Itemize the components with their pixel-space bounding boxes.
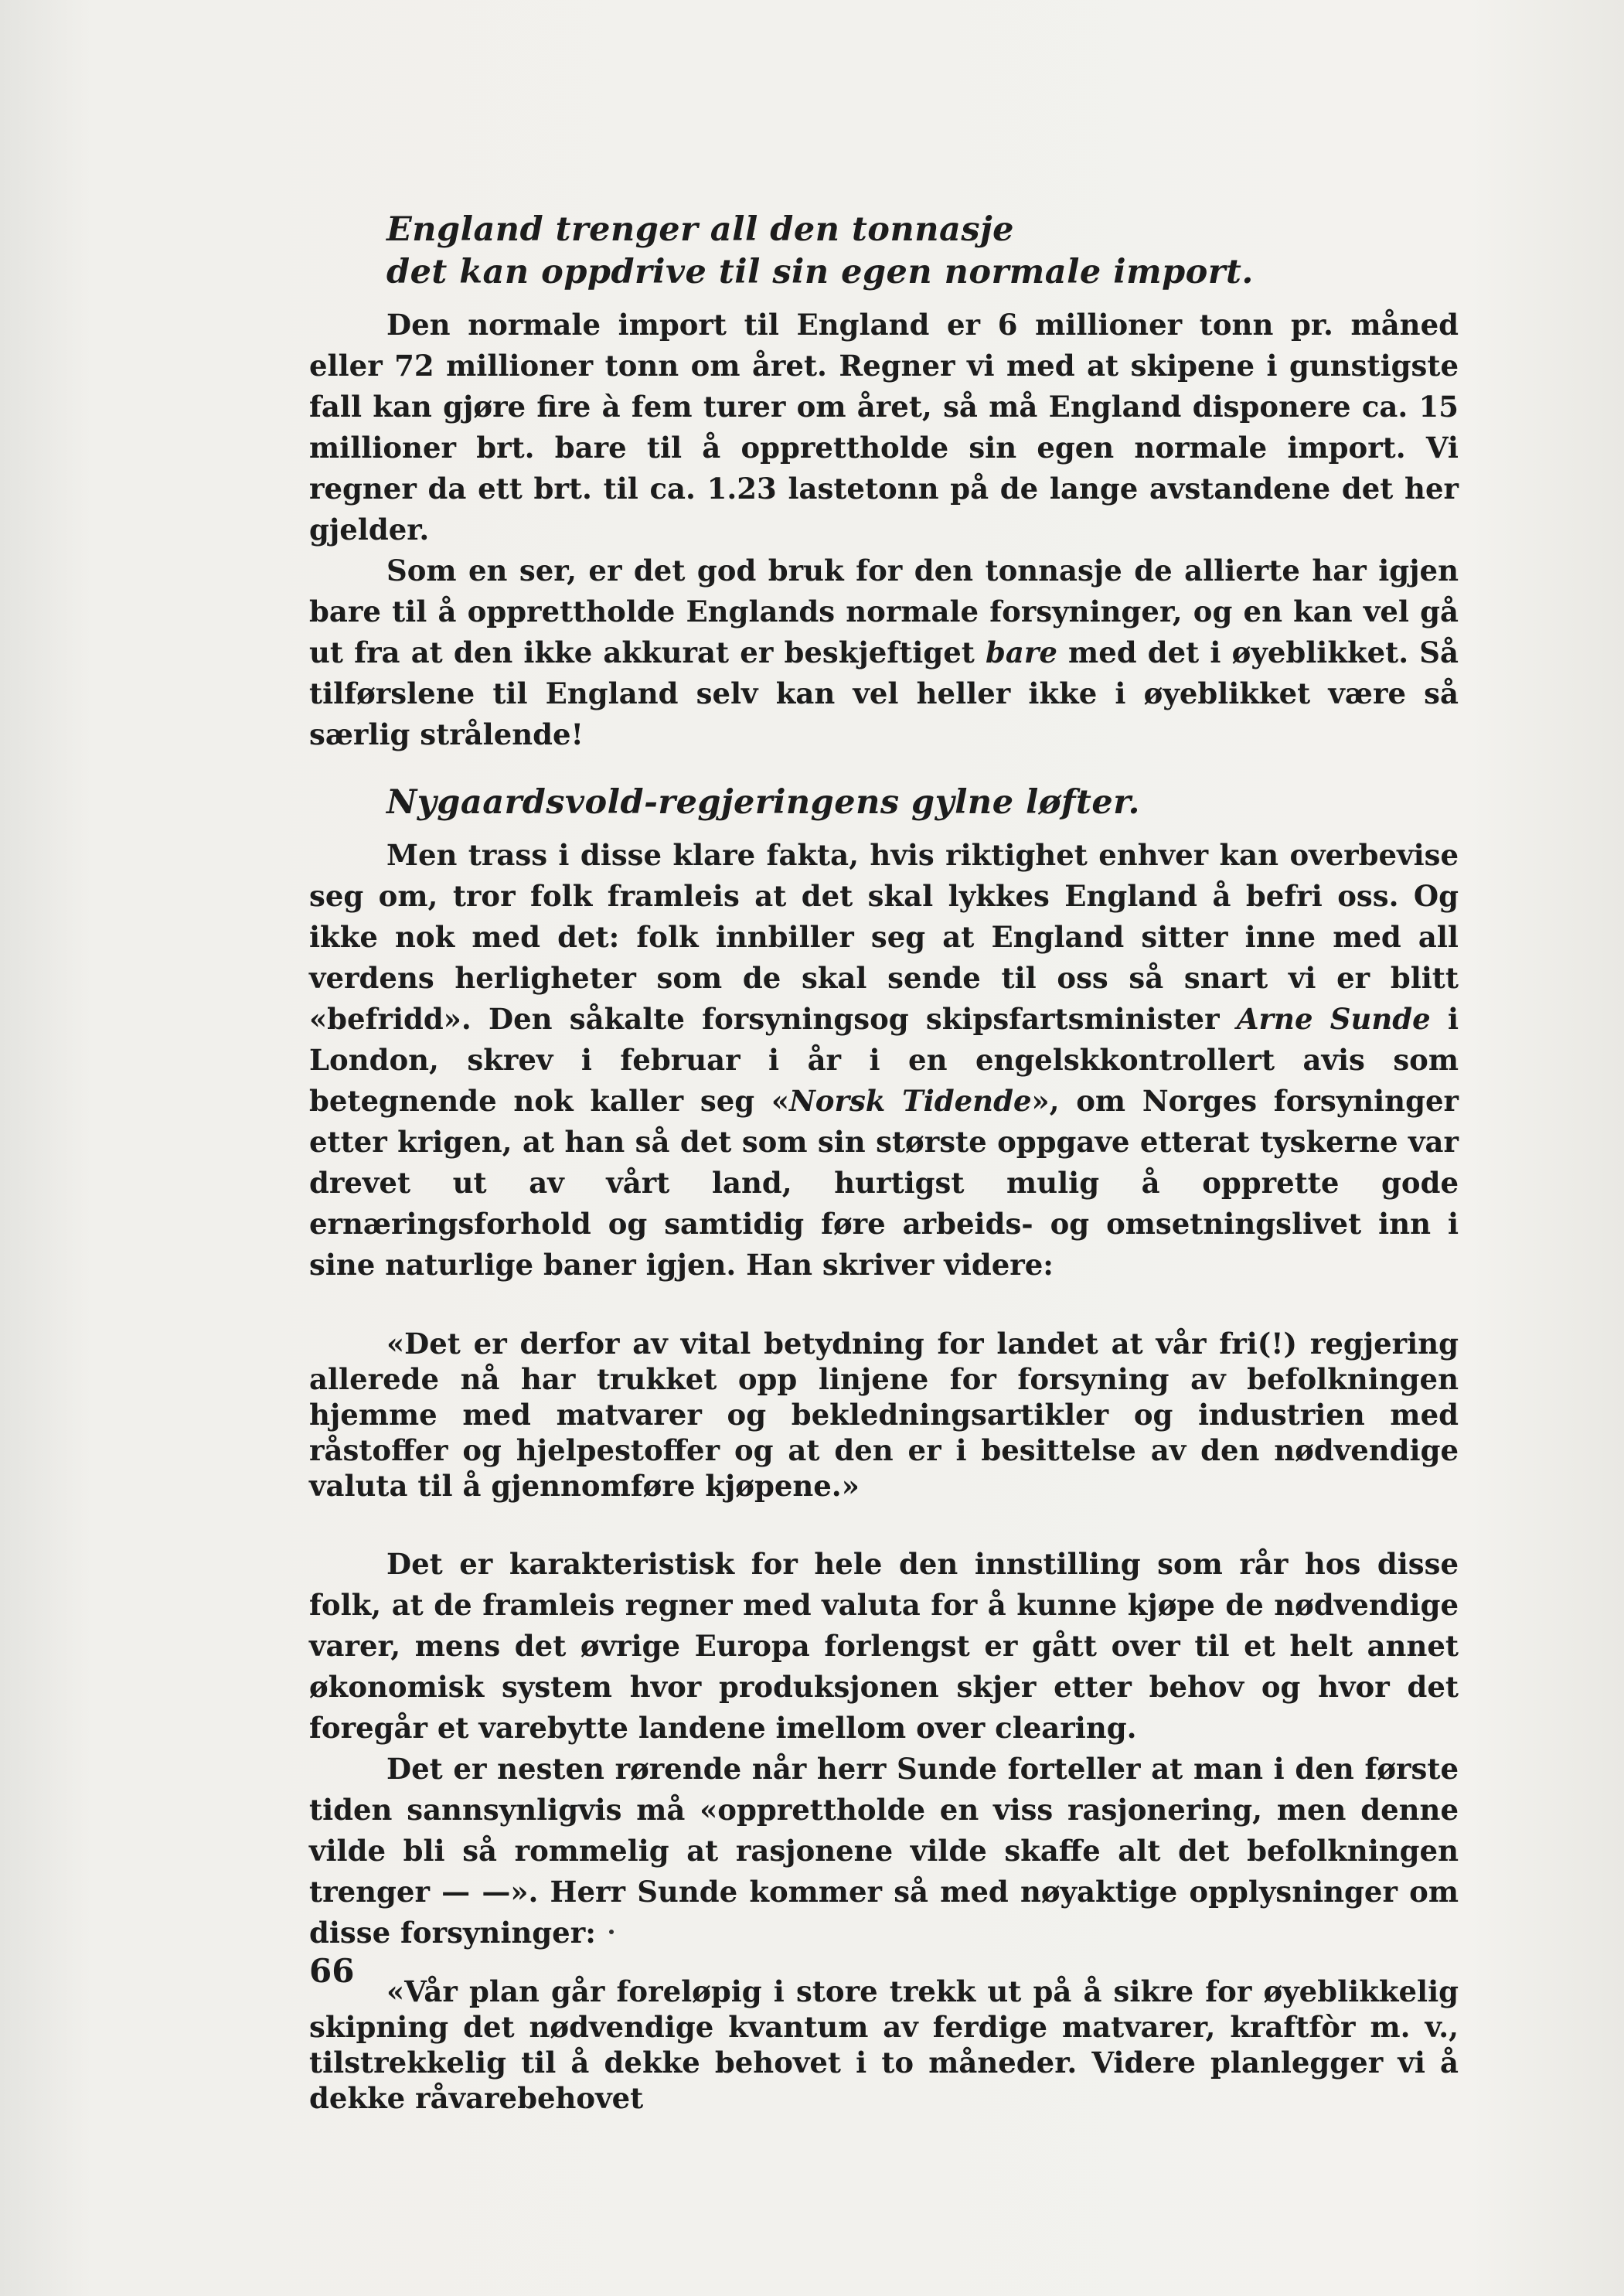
emphasis: Norsk Tidende	[788, 1084, 1032, 1118]
heading-line-2: det kan oppdrive til sin egen normale import.	[386, 253, 1254, 291]
block-quote: «Det er derfor av vital betydning for landet at vår fri(!) regjering allerede nå har trukket opp linjene for forsyning av befolkningen hjemme med matvarer og bekledningsartikler og industrien med råstoffer og hjelpestoffer og at den er i besittelse av den nødvendige valuta til å gjennomføre kjøpene.»	[309, 1327, 1459, 1503]
paragraph: Som en ser, er det god bruk for den tonnasje de allierte har igjen bare til å opprettholde Englands normale forsyninger, og en kan vel gå ut fra at den ikke akkurat er beskjeftiget bare med det i øyeblikket. Så tilførslene til England selv kan vel heller ikke i øyeblikket være så særlig strålende!	[309, 554, 1459, 751]
page-number: 66	[309, 1952, 355, 1990]
body-text	[309, 209, 1459, 2116]
section-heading-2: Nygaardsvold-regjeringens gylne løfter.	[386, 783, 1140, 822]
paragraph: Det er nesten rørende når herr Sunde forteller at man i den første tiden sannsynligvis må «opprettholde en viss rasjonering, men denne vilde bli så rommelig at rasjonene vilde skaffe alt det befolkningen trenger — —». Herr Sunde kommer så med nøyaktige opplysninger om disse forsyninger:	[309, 1752, 1459, 1950]
ink-dot	[609, 1930, 614, 1934]
paragraph: Men trass i disse klare fakta, hvis riktighet enhver kan overbevise seg om, tror folk framleis at det skal lykkes England å befri oss. Og ikke nok med det: folk innbiller seg at England sitter inne med all verdens herligheter som de skal sende til oss så snart vi er blitt «befridd». Den såkalte forsyningsog skipsfartsminister Arne Sunde i London, skrev i februar i år i en engelskkontrollert avis som betegnende nok kaller seg «Norsk Tidende», om Norges forsyninger etter krigen, at han så det som sin største oppgave etterat tyskerne var drevet ut av vårt land, hurtigst mulig å opprette gode ernæringsforhold og samtidig føre arbeids- og omsetningslivet inn i sine naturlige baner igjen. Han skriver videre:	[309, 838, 1459, 1282]
paragraph: Den normale import til England er 6 millioner tonn pr. måned eller 72 millioner tonn om året. Regner vi med at skipene i gunstigste fall kan gjøre fire à fem turer om året, så må England disponere ca. 15 millioner brt. bare til å opprettholde sin egen normale import. Vi regner da ett brt. til ca. 1.23 lastetonn på de lange avstandene det her gjelder.	[309, 308, 1459, 547]
emphasis: bare	[986, 635, 1057, 669]
emphasis: Arne Sunde	[1236, 1002, 1431, 1036]
paragraph: Det er karakteristisk for hele den innstilling som rår hos disse folk, at de framleis regner med valuta for å kunne kjøpe de nødvendige varer, mens det øvrige Europa forlengst er gått over til et helt annet økonomisk system hvor produksjonen skjer etter behov og hvor det foregår et varebytte landene imellom over clearing.	[309, 1547, 1459, 1745]
section-heading-1	[386, 209, 1459, 294]
block-quote: «Vår plan går foreløpig i store trekk ut på å sikre for øyeblikkelig skipning det nødvendige kvantum av ferdige matvarer, kraftfòr m. v., tilstrekkelig til å dekke behovet i to måneder. Videre planlegger vi å dekke råvarebehovet	[309, 1974, 1459, 2115]
heading-line-1: England trenger all den tonnasje	[386, 210, 1015, 249]
